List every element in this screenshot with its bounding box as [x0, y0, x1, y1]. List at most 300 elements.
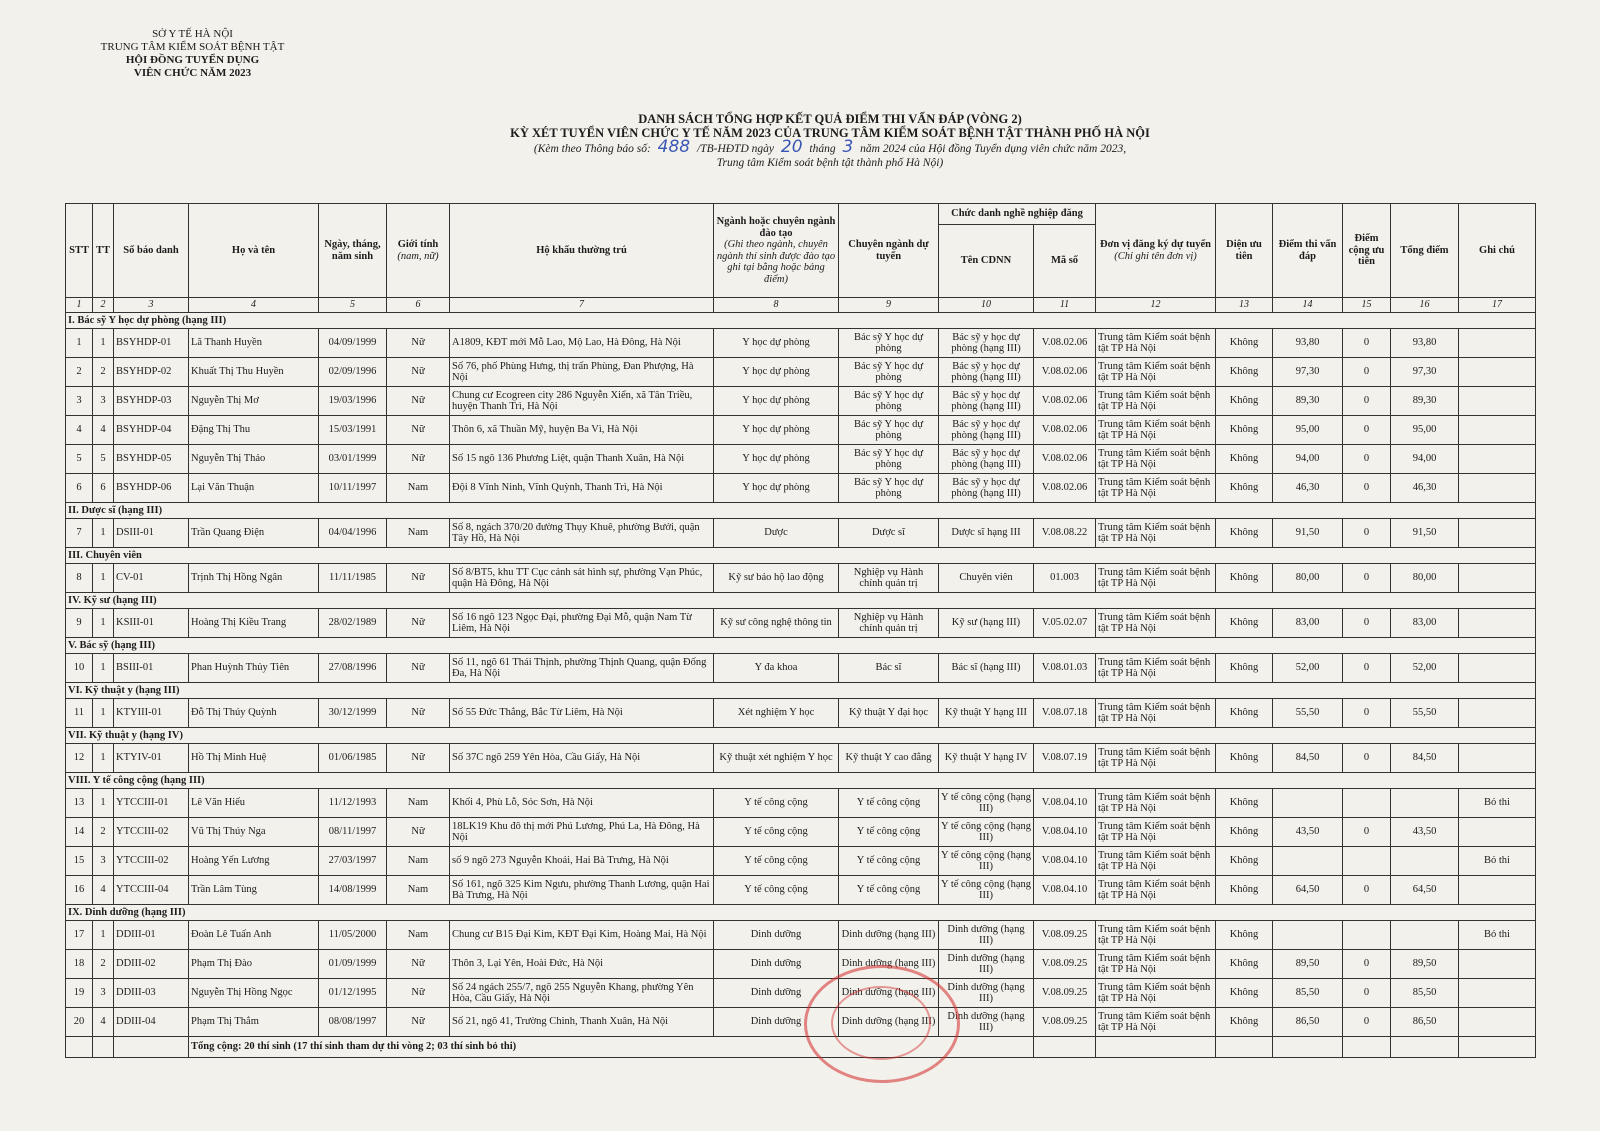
results-table: [65, 203, 1536, 1058]
table-cell: Y tế công cộng: [839, 789, 939, 818]
col-note: Ghi chú: [1459, 204, 1536, 298]
col-stt: STT: [66, 204, 93, 298]
table-cell: [1459, 474, 1536, 503]
table-cell: Nữ: [387, 654, 450, 683]
table-cell: Trung tâm Kiểm soát bệnh tật TP Hà Nội: [1096, 950, 1216, 979]
table-cell: Nguyễn Thị Mơ: [189, 387, 319, 416]
table-cell: 86,50: [1391, 1008, 1459, 1037]
organization-header: [70, 28, 315, 80]
table-cell: Y tế công cộng (hạng III): [939, 876, 1034, 905]
column-number: 11: [1034, 298, 1096, 313]
table-cell: 95,00: [1273, 416, 1343, 445]
table-cell: DDIII-02: [114, 950, 189, 979]
col-score: Điểm thi vấn đáp: [1273, 204, 1343, 298]
table-cell: [1391, 789, 1459, 818]
table-cell: Đặng Thị Thu: [189, 416, 319, 445]
table-cell: Lê Văn Hiếu: [189, 789, 319, 818]
table-cell: [1459, 979, 1536, 1008]
column-number: 14: [1273, 298, 1343, 313]
table-cell: DSIII-01: [114, 519, 189, 548]
table-cell: Thôn 3, Lại Yên, Hoài Đức, Hà Nội: [450, 950, 714, 979]
table-cell: Trung tâm Kiểm soát bệnh tật TP Hà Nội: [1096, 744, 1216, 773]
table-cell: V.08.09.25: [1034, 921, 1096, 950]
table-cell: Trần Quang Điện: [189, 519, 319, 548]
table-cell: Không: [1216, 519, 1273, 548]
table-cell: Kỹ thuật Y hạng IV: [939, 744, 1034, 773]
total-row: [66, 1037, 1536, 1058]
table-cell: Bác sỹ y học dự phòng (hạng III): [939, 329, 1034, 358]
table-cell: Nữ: [387, 950, 450, 979]
table-cell: V.08.04.10: [1034, 876, 1096, 905]
table-cell: Kỹ sư (hạng III): [939, 609, 1034, 638]
table-cell: 1: [93, 654, 114, 683]
table-cell: Số 55 Đức Thắng, Bắc Từ Liêm, Hà Nội: [450, 699, 714, 728]
section-header-row: [66, 313, 1536, 329]
table-cell: Không: [1216, 445, 1273, 474]
table-cell: 16: [66, 876, 93, 905]
section-header-row: [66, 548, 1536, 564]
table-cell: Không: [1216, 876, 1273, 905]
table-row: [66, 950, 1536, 979]
table-cell: Số 21, ngõ 41, Trường Chinh, Thanh Xuân, Hà Nội: [450, 1008, 714, 1037]
table-cell: Nam: [387, 519, 450, 548]
handwritten-notice-number: 488: [657, 137, 691, 157]
table-cell: Không: [1216, 921, 1273, 950]
table-cell: 0: [1343, 818, 1391, 847]
table-cell: V.08.09.25: [1034, 950, 1096, 979]
table-row: [66, 818, 1536, 847]
table-cell: 52,00: [1391, 654, 1459, 683]
table-cell: Dinh dưỡng: [714, 979, 839, 1008]
table-cell: 5: [66, 445, 93, 474]
table-cell: Không: [1216, 358, 1273, 387]
table-cell: Không: [1216, 329, 1273, 358]
table-cell: 64,50: [1273, 876, 1343, 905]
total-blank: [1343, 1037, 1391, 1058]
table-cell: [1459, 609, 1536, 638]
table-cell: 95,00: [1391, 416, 1459, 445]
col-priority: Diện ưu tiên: [1216, 204, 1273, 298]
table-cell: 10: [66, 654, 93, 683]
table-cell: 43,50: [1391, 818, 1459, 847]
table-cell: Phạm Thị Đào: [189, 950, 319, 979]
table-cell: V.08.09.25: [1034, 1008, 1096, 1037]
table-cell: 04/09/1999: [319, 329, 387, 358]
table-cell: Trung tâm Kiểm soát bệnh tật TP Hà Nội: [1096, 416, 1216, 445]
table-cell: Trung tâm Kiểm soát bệnh tật TP Hà Nội: [1096, 979, 1216, 1008]
table-cell: 0: [1343, 950, 1391, 979]
table-cell: Chung cư Ecogreen city 286 Nguyễn Xiển, xã Tân Triều, huyện Thanh Trì, Hà Nội: [450, 387, 714, 416]
table-cell: 01/06/1985: [319, 744, 387, 773]
table-cell: [1391, 847, 1459, 876]
table-cell: 3: [93, 979, 114, 1008]
document-title: [330, 112, 1330, 170]
table-cell: Phan Huỳnh Thủy Tiên: [189, 654, 319, 683]
column-number-row: [66, 298, 1536, 313]
table-cell: 4: [93, 1008, 114, 1037]
table-cell: Trung tâm Kiểm soát bệnh tật TP Hà Nội: [1096, 445, 1216, 474]
table-cell: Không: [1216, 699, 1273, 728]
table-cell: V.08.08.22: [1034, 519, 1096, 548]
table-cell: Bác sỹ Y học dự phòng: [839, 474, 939, 503]
table-cell: 91,50: [1273, 519, 1343, 548]
table-cell: Đoàn Lê Tuấn Anh: [189, 921, 319, 950]
table-cell: 10/11/1997: [319, 474, 387, 503]
table-cell: Y tế công cộng (hạng III): [939, 818, 1034, 847]
col-speciality: Chuyên ngành dự tuyển: [839, 204, 939, 298]
table-cell: V.08.02.06: [1034, 387, 1096, 416]
total-blank: [1391, 1037, 1459, 1058]
table-cell: BSYHDP-05: [114, 445, 189, 474]
column-number: 6: [387, 298, 450, 313]
table-cell: Chung cư B15 Đại Kim, KĐT Đại Kim, Hoàng Mai, Hà Nội: [450, 921, 714, 950]
total-blank: [93, 1037, 114, 1058]
table-cell: KTYIV-01: [114, 744, 189, 773]
table-cell: 02/09/1996: [319, 358, 387, 387]
table-cell: Không: [1216, 416, 1273, 445]
table-cell: Y học dự phòng: [714, 474, 839, 503]
table-cell: 1: [93, 519, 114, 548]
table-cell: 1: [66, 329, 93, 358]
table-cell: DDIII-04: [114, 1008, 189, 1037]
table-cell: A1809, KĐT mới Mỗ Lao, Mộ Lao, Hà Đông, Hà Nội: [450, 329, 714, 358]
table-cell: Trung tâm Kiểm soát bệnh tật TP Hà Nội: [1096, 387, 1216, 416]
table-cell: Số 76, phố Phùng Hưng, thị trấn Phùng, Đan Phượng, Hà Nội: [450, 358, 714, 387]
column-number: 8: [714, 298, 839, 313]
section-title: V. Bác sỹ (hạng III): [66, 638, 1536, 654]
table-cell: 1: [93, 609, 114, 638]
table-cell: 0: [1343, 474, 1391, 503]
table-cell: Không: [1216, 818, 1273, 847]
table-row: [66, 474, 1536, 503]
table-cell: 2: [66, 358, 93, 387]
table-cell: Kỹ thuật Y hạng III: [939, 699, 1034, 728]
col-title-code: Mã số: [1034, 225, 1096, 298]
table-cell: Số 16 ngõ 123 Ngọc Đại, phường Đại Mỗ, quận Nam Từ Liêm, Hà Nội: [450, 609, 714, 638]
section-title: IV. Kỹ sư (hạng III): [66, 593, 1536, 609]
table-cell: 04/04/1996: [319, 519, 387, 548]
title-reference: (Kèm theo Thông báo số: 488 /TB-HĐTD ngày 20 tháng 3 năm 2024 của Hội đồng Tuyển dụng viên chức năm 2023,: [533, 137, 1127, 157]
table-cell: Nữ: [387, 445, 450, 474]
total-blank: [1096, 1037, 1216, 1058]
table-cell: Nữ: [387, 564, 450, 593]
table-cell: Y đa khoa: [714, 654, 839, 683]
table-cell: Kỹ sư công nghệ thông tin: [714, 609, 839, 638]
table-cell: 46,30: [1391, 474, 1459, 503]
table-cell: 6: [66, 474, 93, 503]
table-cell: YTCCIII-02: [114, 818, 189, 847]
table-cell: Y học dự phòng: [714, 445, 839, 474]
table-cell: Phạm Thị Thắm: [189, 1008, 319, 1037]
table-cell: Trung tâm Kiểm soát bệnh tật TP Hà Nội: [1096, 847, 1216, 876]
table-cell: Y tế công cộng: [714, 789, 839, 818]
table-cell: Nam: [387, 847, 450, 876]
org-line-year: VIÊN CHỨC NĂM 2023: [133, 67, 252, 79]
table-cell: Nữ: [387, 1008, 450, 1037]
table-cell: Đội 8 Vĩnh Ninh, Vĩnh Quỳnh, Thanh Trì, Hà Nội: [450, 474, 714, 503]
table-cell: 80,00: [1391, 564, 1459, 593]
table-row: [66, 564, 1536, 593]
table-cell: Y tế công cộng (hạng III): [939, 847, 1034, 876]
table-cell: 01/09/1999: [319, 950, 387, 979]
table-cell: 11/12/1993: [319, 789, 387, 818]
column-number: 1: [66, 298, 93, 313]
column-number: 5: [319, 298, 387, 313]
table-cell: [1459, 654, 1536, 683]
table-cell: Dinh dưỡng (hạng III): [839, 979, 939, 1008]
table-cell: V.08.02.06: [1034, 358, 1096, 387]
table-cell: Dinh dưỡng (hạng III): [839, 921, 939, 950]
table-cell: Y học dự phòng: [714, 358, 839, 387]
table-cell: BSYHDP-06: [114, 474, 189, 503]
table-cell: Không: [1216, 654, 1273, 683]
table-cell: Bỏ thi: [1459, 921, 1536, 950]
table-cell: Bỏ thi: [1459, 847, 1536, 876]
table-row: [66, 744, 1536, 773]
table-cell: 3: [93, 387, 114, 416]
table-cell: Không: [1216, 744, 1273, 773]
table-cell: Bác sỹ Y học dự phòng: [839, 329, 939, 358]
column-number: 2: [93, 298, 114, 313]
table-cell: 18: [66, 950, 93, 979]
table-cell: Nam: [387, 789, 450, 818]
table-cell: Bác sỹ y học dự phòng (hạng III): [939, 445, 1034, 474]
table-cell: 85,50: [1391, 979, 1459, 1008]
table-row: [66, 789, 1536, 818]
table-cell: 93,80: [1391, 329, 1459, 358]
table-cell: 84,50: [1273, 744, 1343, 773]
table-cell: Lã Thanh Huyền: [189, 329, 319, 358]
table-cell: [1459, 564, 1536, 593]
column-number: 10: [939, 298, 1034, 313]
table-cell: Nữ: [387, 699, 450, 728]
table-cell: YTCCIII-04: [114, 876, 189, 905]
table-cell: Số 8, ngách 370/20 đường Thụy Khuê, phường Bưởi, quận Tây Hồ, Hà Nội: [450, 519, 714, 548]
table-cell: Kỹ sư bảo hộ lao động: [714, 564, 839, 593]
table-cell: 89,30: [1391, 387, 1459, 416]
table-cell: [1459, 519, 1536, 548]
table-cell: Y tế công cộng: [839, 847, 939, 876]
table-cell: Trung tâm Kiểm soát bệnh tật TP Hà Nội: [1096, 1008, 1216, 1037]
table-cell: Dược sĩ hạng III: [939, 519, 1034, 548]
table-cell: Trung tâm Kiểm soát bệnh tật TP Hà Nội: [1096, 818, 1216, 847]
table-cell: [1459, 950, 1536, 979]
table-cell: 01.003: [1034, 564, 1096, 593]
table-cell: V.08.07.18: [1034, 699, 1096, 728]
table-cell: 0: [1343, 416, 1391, 445]
table-cell: Kỹ thuật Y đại học: [839, 699, 939, 728]
table-cell: 2: [93, 950, 114, 979]
table-cell: V.08.04.10: [1034, 818, 1096, 847]
table-cell: 7: [66, 519, 93, 548]
table-cell: [1459, 876, 1536, 905]
table-cell: Y tế công cộng (hạng III): [939, 789, 1034, 818]
table-cell: 5: [93, 445, 114, 474]
table-cell: 19: [66, 979, 93, 1008]
table-cell: 08/11/1997: [319, 818, 387, 847]
table-cell: Số 161, ngõ 325 Kim Ngưu, phường Thanh Lương, quận Hai Bà Trưng, Hà Nội: [450, 876, 714, 905]
table-row: [66, 979, 1536, 1008]
table-cell: 89,50: [1391, 950, 1459, 979]
table-cell: Số 24 ngách 255/7, ngõ 255 Nguyễn Khang, phường Yên Hòa, Cầu Giấy, Hà Nội: [450, 979, 714, 1008]
table-cell: Dinh dưỡng: [714, 950, 839, 979]
table-cell: 0: [1343, 1008, 1391, 1037]
table-cell: Không: [1216, 609, 1273, 638]
col-major: Ngành hoặc chuyên ngành đào tạo (Ghi theo ngành, chuyên ngành thí sinh được đào tạo ghi tại bằng hoặc bảng điểm): [714, 204, 839, 298]
table-cell: 0: [1343, 564, 1391, 593]
table-cell: 1: [93, 789, 114, 818]
section-header-row: [66, 773, 1536, 789]
table-cell: YTCCIII-02: [114, 847, 189, 876]
table-cell: BSIII-01: [114, 654, 189, 683]
table-cell: [1273, 921, 1343, 950]
table-cell: Bác sĩ (hạng III): [939, 654, 1034, 683]
table-cell: Số 37C ngõ 259 Yên Hòa, Cầu Giấy, Hà Nội: [450, 744, 714, 773]
table-cell: 0: [1343, 609, 1391, 638]
table-cell: 1: [93, 699, 114, 728]
table-cell: 97,30: [1391, 358, 1459, 387]
column-number: 16: [1391, 298, 1459, 313]
col-unit: Đơn vị đăng ký dự tuyển (Chỉ ghi tên đơn vị): [1096, 204, 1216, 298]
total-blank: [1459, 1037, 1536, 1058]
section-header-row: [66, 638, 1536, 654]
table-cell: [1459, 744, 1536, 773]
table-cell: Dược: [714, 519, 839, 548]
section-title: II. Dược sĩ (hạng III): [66, 503, 1536, 519]
table-cell: 80,00: [1273, 564, 1343, 593]
table-row: [66, 1008, 1536, 1037]
col-bonus: Điểm cộng ưu tiên: [1343, 204, 1391, 298]
handwritten-day: 20: [780, 137, 803, 157]
table-cell: 0: [1343, 654, 1391, 683]
table-cell: Bác sỹ y học dự phòng (hạng III): [939, 387, 1034, 416]
table-cell: 89,30: [1273, 387, 1343, 416]
table-cell: 94,00: [1391, 445, 1459, 474]
table-cell: Dinh dưỡng (hạng III): [839, 950, 939, 979]
table-cell: [1343, 847, 1391, 876]
column-number: 9: [839, 298, 939, 313]
table-cell: [1343, 789, 1391, 818]
table-cell: 64,50: [1391, 876, 1459, 905]
table-cell: Nghiệp vụ Hành chính quản trị: [839, 609, 939, 638]
table-cell: Dược sĩ: [839, 519, 939, 548]
table-cell: 0: [1343, 699, 1391, 728]
table-cell: Trung tâm Kiểm soát bệnh tật TP Hà Nội: [1096, 519, 1216, 548]
table-cell: Không: [1216, 979, 1273, 1008]
table-cell: Nữ: [387, 358, 450, 387]
table-cell: Y học dự phòng: [714, 387, 839, 416]
results-body: [66, 298, 1536, 1058]
table-cell: Nữ: [387, 387, 450, 416]
column-number: 17: [1459, 298, 1536, 313]
table-cell: [1459, 329, 1536, 358]
handwritten-month: 3: [842, 137, 854, 157]
table-cell: V.08.09.25: [1034, 979, 1096, 1008]
table-cell: DDIII-01: [114, 921, 189, 950]
table-cell: Không: [1216, 789, 1273, 818]
section-title: IX. Dinh dưỡng (hạng III): [66, 905, 1536, 921]
section-title: VII. Kỹ thuật y (hạng IV): [66, 728, 1536, 744]
column-number: 7: [450, 298, 714, 313]
table-cell: V.08.02.06: [1034, 445, 1096, 474]
table-cell: 1: [93, 564, 114, 593]
table-cell: 83,00: [1273, 609, 1343, 638]
org-line-council: HỘI ĐỒNG TUYỂN DỤNG: [125, 54, 260, 66]
table-cell: 3: [66, 387, 93, 416]
col-full-name: Họ và tên: [189, 204, 319, 298]
table-cell: V.08.04.10: [1034, 847, 1096, 876]
table-cell: Số 8/BT5, khu TT Cục cảnh sát hình sự, phường Vạn Phúc, quận Hà Đông, Hà Nội: [450, 564, 714, 593]
table-cell: 6: [93, 474, 114, 503]
table-cell: 17: [66, 921, 93, 950]
table-cell: Bác sỹ Y học dự phòng: [839, 416, 939, 445]
table-cell: 1: [93, 329, 114, 358]
table-cell: Nữ: [387, 416, 450, 445]
col-tt: TT: [93, 204, 114, 298]
table-cell: Không: [1216, 847, 1273, 876]
column-number: 3: [114, 298, 189, 313]
table-cell: 85,50: [1273, 979, 1343, 1008]
table-cell: 84,50: [1391, 744, 1459, 773]
table-cell: 19/03/1996: [319, 387, 387, 416]
table-cell: V.08.02.06: [1034, 474, 1096, 503]
title-line-4: Trung tâm Kiểm soát bệnh tật thành phố Hà Nội): [716, 157, 944, 169]
table-row: [66, 416, 1536, 445]
table-cell: Bác sỹ Y học dự phòng: [839, 445, 939, 474]
table-cell: BSYHDP-04: [114, 416, 189, 445]
table-cell: Trung tâm Kiểm soát bệnh tật TP Hà Nội: [1096, 654, 1216, 683]
table-cell: 4: [93, 416, 114, 445]
table-cell: Trung tâm Kiểm soát bệnh tật TP Hà Nội: [1096, 329, 1216, 358]
table-cell: [1273, 847, 1343, 876]
table-cell: 3: [93, 847, 114, 876]
table-cell: Trịnh Thị Hồng Ngân: [189, 564, 319, 593]
col-group-title: Chức danh nghề nghiệp đăng: [939, 204, 1096, 225]
table-cell: Trung tâm Kiểm soát bệnh tật TP Hà Nội: [1096, 474, 1216, 503]
section-header-row: [66, 905, 1536, 921]
table-row: [66, 699, 1536, 728]
table-cell: Trung tâm Kiểm soát bệnh tật TP Hà Nội: [1096, 358, 1216, 387]
title-line-2: KỲ XÉT TUYỂN VIÊN CHỨC Y TẾ NĂM 2023 CỦA TRUNG TÂM KIỂM SOÁT BỆNH TẬT THÀNH PHỐ HÀ NỘI: [510, 126, 1150, 140]
table-cell: Dinh dưỡng (hạng III): [939, 921, 1034, 950]
table-cell: BSYHDP-03: [114, 387, 189, 416]
table-cell: 55,50: [1273, 699, 1343, 728]
table-cell: Nam: [387, 876, 450, 905]
table-cell: Trung tâm Kiểm soát bệnh tật TP Hà Nội: [1096, 699, 1216, 728]
col-gender: Giới tính (nam, nữ): [387, 204, 450, 298]
table-cell: Dinh dưỡng (hạng III): [939, 1008, 1034, 1037]
column-number: 15: [1343, 298, 1391, 313]
table-cell: 15: [66, 847, 93, 876]
table-cell: Bác sĩ: [839, 654, 939, 683]
table-cell: 11/11/1985: [319, 564, 387, 593]
table-cell: 93,80: [1273, 329, 1343, 358]
table-row: [66, 847, 1536, 876]
table-cell: Bác sỹ y học dự phòng (hạng III): [939, 358, 1034, 387]
total-blank: [1034, 1037, 1096, 1058]
table-cell: Y tế công cộng: [839, 818, 939, 847]
table-cell: [1391, 921, 1459, 950]
table-cell: Thôn 6, xã Thuần Mỹ, huyện Ba Vì, Hà Nội: [450, 416, 714, 445]
total-blank: [1273, 1037, 1343, 1058]
table-cell: YTCCIII-01: [114, 789, 189, 818]
table-row: [66, 445, 1536, 474]
table-cell: 8: [66, 564, 93, 593]
section-title: VI. Kỹ thuật y (hạng III): [66, 683, 1536, 699]
total-blank: [1216, 1037, 1273, 1058]
table-row: [66, 876, 1536, 905]
table-cell: 97,30: [1273, 358, 1343, 387]
